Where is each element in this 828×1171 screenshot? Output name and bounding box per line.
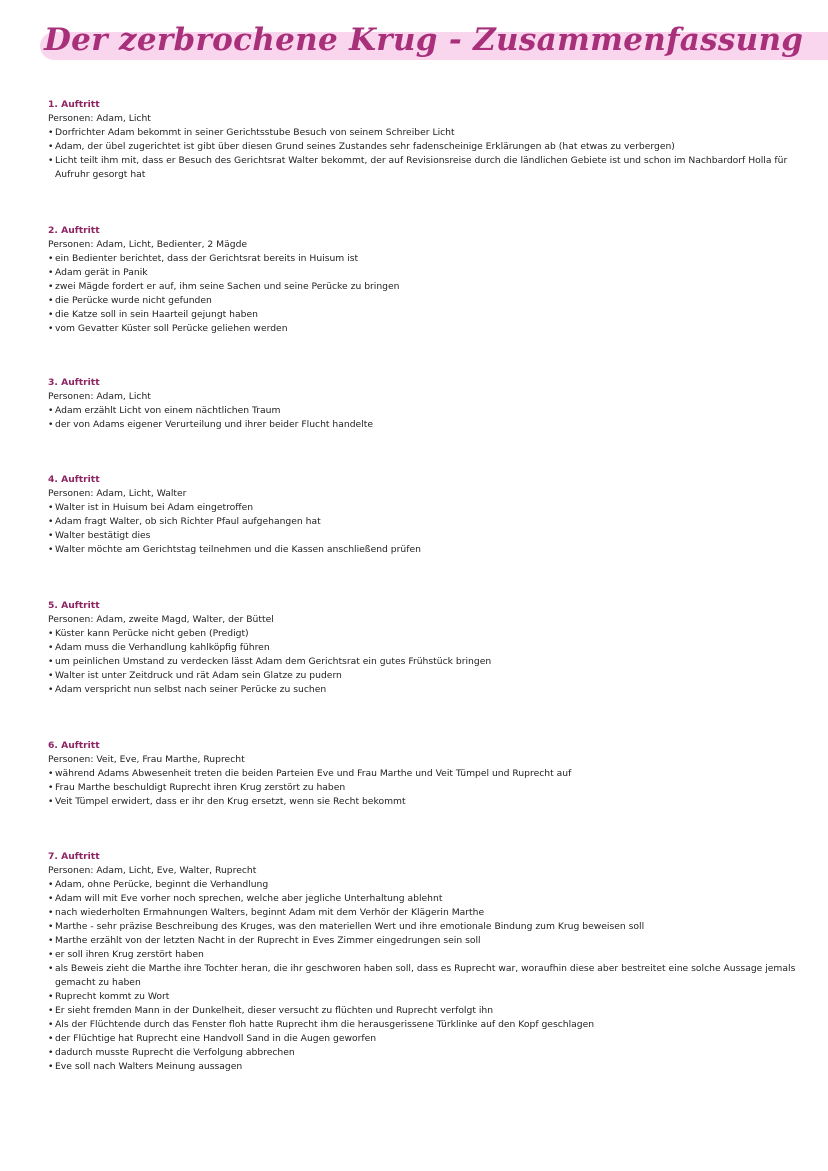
section-list: [48, 404, 373, 432]
list-item: • Walter möchte am Gerichtstag teilnehmen und die Kassen anschließend prüfen: [48, 543, 421, 557]
list-item: • Eve soll nach Walters Meinung aussagen: [48, 1060, 818, 1074]
section-auftritt-5: [48, 599, 491, 697]
list-item: • Adam, ohne Perücke, beginnt die Verhandlung: [48, 878, 818, 892]
list-item: • vom Gevatter Küster soll Perücke geliehen werden: [48, 322, 399, 336]
list-item: • der Flüchtige hat Ruprecht eine Handvoll Sand in die Augen geworfen: [48, 1032, 818, 1046]
section-list: [48, 501, 421, 557]
section-heading: 3. Auftritt: [48, 377, 100, 388]
list-item: • während Adams Abwesenheit treten die beiden Parteien Eve und Frau Marthe und Veit Tümpel und Ruprecht auf: [48, 767, 571, 781]
section-heading: 2. Auftritt: [48, 225, 100, 236]
list-item: • Adam verspricht nun selbst nach seiner Perücke zu suchen: [48, 683, 491, 697]
list-item: • er soll ihren Krug zerstört haben: [48, 948, 818, 962]
list-item: • Frau Marthe beschuldigt Ruprecht ihren Krug zerstört zu haben: [48, 781, 571, 795]
section-heading: 7. Auftritt: [48, 851, 100, 862]
list-item: • der von Adams eigener Verurteilung und ihrer beider Flucht handelte: [48, 418, 373, 432]
section-list: [48, 627, 491, 697]
list-item: • die Katze soll in sein Haarteil gejungt haben: [48, 308, 399, 322]
section-heading: 6. Auftritt: [48, 740, 100, 751]
section-persons: Personen: Adam, Licht, Walter: [48, 488, 187, 499]
list-item: • Adam will mit Eve vorher noch sprechen, welche aber jegliche Unterhaltung ablehnt: [48, 892, 818, 906]
section-list: [48, 878, 818, 1074]
section-persons: Personen: Adam, Licht: [48, 391, 151, 402]
list-item: • Walter ist unter Zeitdruck und rät Adam sein Glatze zu pudern: [48, 669, 491, 683]
list-item: • um peinlichen Umstand zu verdecken lässt Adam dem Gerichtsrat ein gutes Frühstück bringen: [48, 655, 491, 669]
list-item: • die Perücke wurde nicht gefunden: [48, 294, 399, 308]
list-item: • Adam erzählt Licht von einem nächtlichen Traum: [48, 404, 373, 418]
section-auftritt-2: [48, 224, 399, 336]
list-item: • Adam muss die Verhandlung kahlköpfig führen: [48, 641, 491, 655]
list-item: • Marthe - sehr präzise Beschreibung des Kruges, was den materiellen Wert und ihre emotionale Bindung zum Krug beweisen soll: [48, 920, 818, 934]
list-item: • Küster kann Perücke nicht geben (Predigt): [48, 627, 491, 641]
section-list: [48, 126, 818, 182]
section-persons: Personen: Adam, Licht, Eve, Walter, Ruprecht: [48, 865, 257, 876]
section-persons: Personen: Veit, Eve, Frau Marthe, Ruprecht: [48, 754, 245, 765]
list-item: • dadurch musste Ruprecht die Verfolgung abbrechen: [48, 1046, 818, 1060]
page-title: Der zerbrochene Krug - Zusammenfassung: [44, 22, 804, 58]
list-item: • Er sieht fremden Mann in der Dunkelheit, dieser versucht zu flüchten und Ruprecht verfolgt ihn: [48, 1004, 818, 1018]
list-item: • Adam gerät in Panik: [48, 266, 399, 280]
section-auftritt-4: [48, 473, 421, 557]
section-persons: Personen: Adam, Licht: [48, 113, 151, 124]
section-auftritt-6: [48, 739, 571, 809]
section-heading: 4. Auftritt: [48, 474, 100, 485]
section-auftritt-7: [48, 850, 818, 1074]
section-heading: 5. Auftritt: [48, 600, 100, 611]
list-item: • als Beweis zieht die Marthe ihre Tochter heran, die ihr geschworen haben soll, dass es Ruprecht war, woraufhin diese aber bestreitet eine solche Aussage jemals gemacht zu haben: [48, 962, 818, 990]
list-item: • Adam fragt Walter, ob sich Richter Pfaul aufgehangen hat: [48, 515, 421, 529]
section-persons: Personen: Adam, zweite Magd, Walter, der Büttel: [48, 614, 274, 625]
list-item: • Dorfrichter Adam bekommt in seiner Gerichtsstube Besuch von seinem Schreiber Licht: [48, 126, 818, 140]
list-item: • Licht teilt ihm mit, dass er Besuch des Gerichtsrat Walter bekommt, der auf Revisionsreise durch die ländlichen Gebiete ist und schon im Nachbardorf Holla für Aufruhr gesorgt hat: [48, 154, 818, 182]
section-persons: Personen: Adam, Licht, Bedienter, 2 Mägde: [48, 239, 248, 250]
list-item: • Walter bestätigt dies: [48, 529, 421, 543]
list-item: • nach wiederholten Ermahnungen Walters, beginnt Adam mit dem Verhör der Klägerin Marthe: [48, 906, 818, 920]
list-item: • zwei Mägde fordert er auf, ihm seine Sachen und seine Perücke zu bringen: [48, 280, 399, 294]
list-item: • Marthe erzählt von der letzten Nacht in der Ruprecht in Eves Zimmer eingedrungen sein soll: [48, 934, 818, 948]
title-banner: [34, 18, 828, 74]
list-item: • ein Bedienter berichtet, dass der Gerichtsrat bereits in Huisum ist: [48, 252, 399, 266]
list-item: • Veit Tümpel erwidert, dass er ihr den Krug ersetzt, wenn sie Recht bekommt: [48, 795, 571, 809]
list-item: • Walter ist in Huisum bei Adam eingetroffen: [48, 501, 421, 515]
section-list: [48, 252, 399, 336]
section-list: [48, 767, 571, 809]
list-item: • Als der Flüchtende durch das Fenster floh hatte Ruprecht ihm die herausgerissene Türklinke auf den Kopf geschlagen: [48, 1018, 818, 1032]
section-heading: 1. Auftritt: [48, 99, 100, 110]
section-auftritt-1: [48, 98, 818, 182]
list-item: • Adam, der übel zugerichtet ist gibt über diesen Grund seines Zustandes sehr fadenscheinige Erklärungen ab (hat etwas zu verbergen): [48, 140, 818, 154]
section-auftritt-3: [48, 376, 373, 432]
list-item: • Ruprecht kommt zu Wort: [48, 990, 818, 1004]
